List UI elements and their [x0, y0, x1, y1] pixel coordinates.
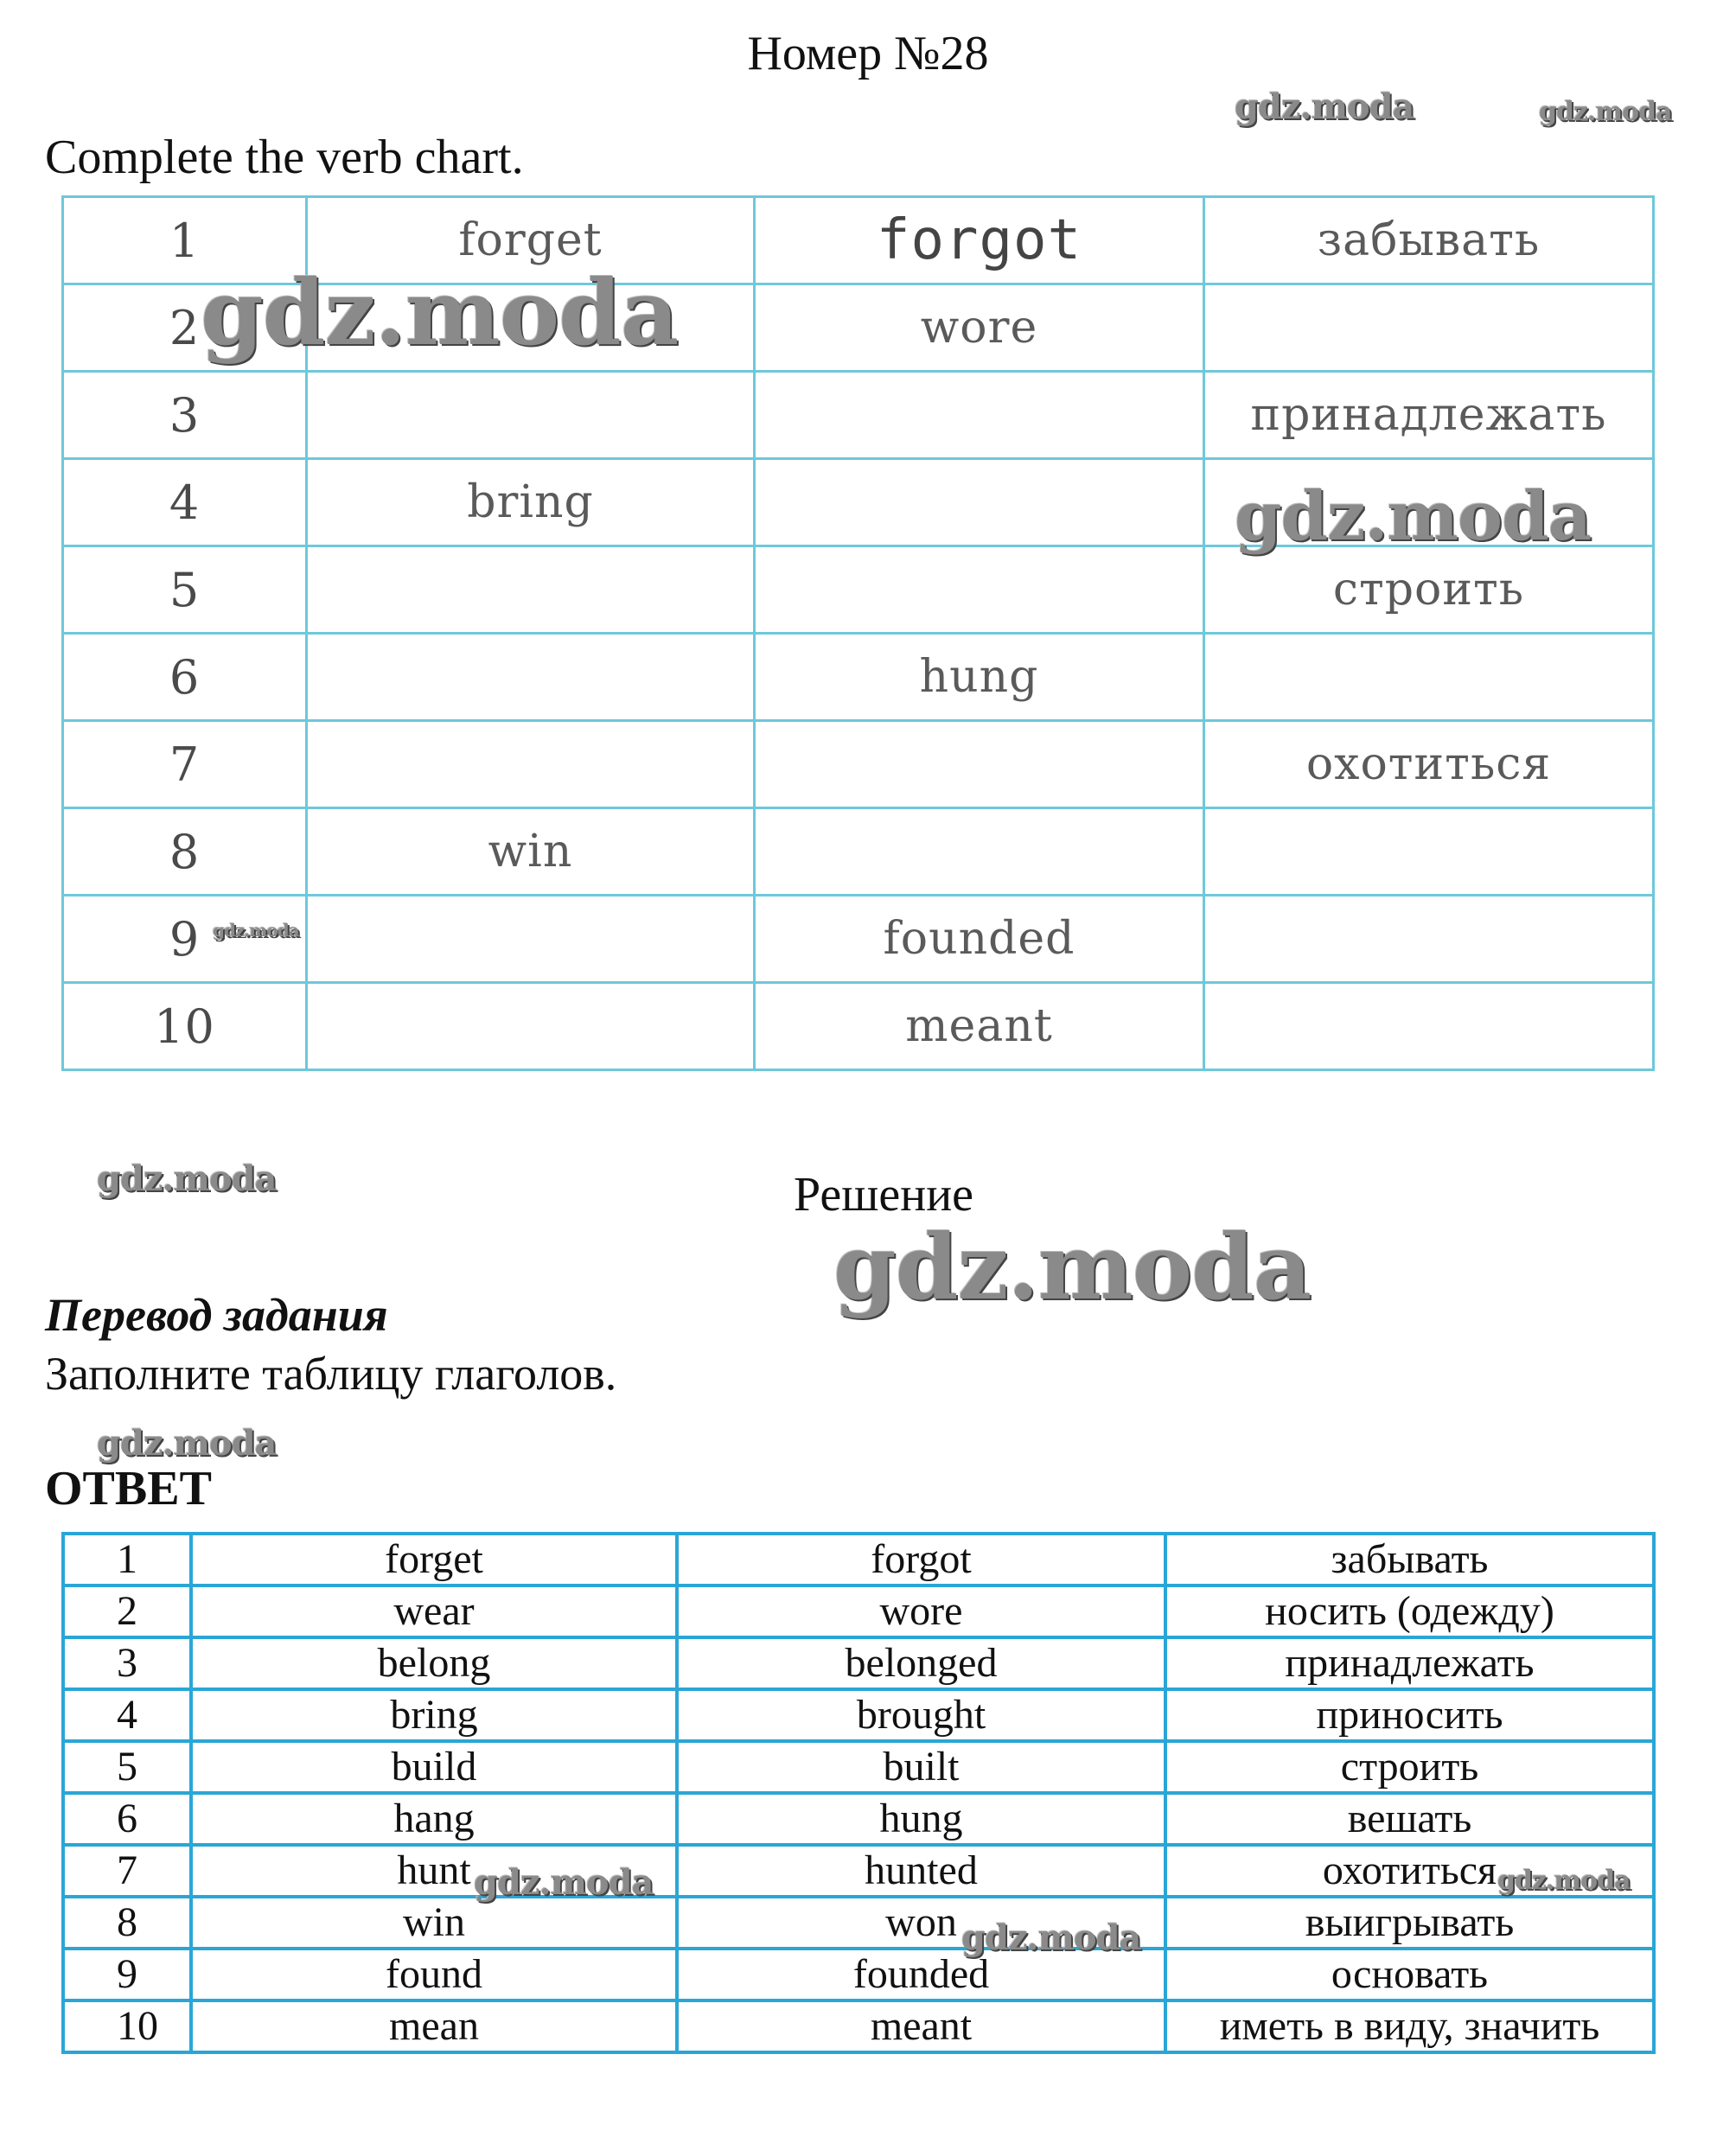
- cell-translation: забывать: [1165, 1534, 1654, 1585]
- cell-translation: [1204, 896, 1654, 983]
- watermark: gdz.moda: [833, 1214, 1312, 1320]
- cell-past-form: meant: [755, 983, 1204, 1070]
- cell-translation: носить (одежду): [1165, 1585, 1654, 1637]
- table-row: [63, 1637, 1654, 1689]
- page-title: Номер №28: [747, 27, 989, 80]
- cell-translation: [1204, 983, 1654, 1070]
- cell-translation: строить: [1204, 546, 1654, 634]
- cell-number: 8: [63, 808, 307, 896]
- table-row: [63, 1793, 1654, 1845]
- cell-past-form: hunted: [677, 1845, 1165, 1897]
- cell-base-form: [307, 983, 755, 1070]
- cell-past-form: [755, 459, 1204, 546]
- cell-number: 5: [63, 546, 307, 634]
- cell-number: 6: [63, 1793, 191, 1845]
- table-row: [63, 1534, 1654, 1585]
- cell-past-form: hung: [755, 634, 1204, 721]
- cell-base-form: forget: [191, 1534, 677, 1585]
- table-row: [63, 1949, 1654, 2000]
- table-row: [63, 634, 1654, 721]
- cell-base-form: hunt: [191, 1845, 677, 1897]
- cell-base-form: forget: [307, 197, 755, 284]
- translation-title: Перевод задания: [45, 1289, 388, 1341]
- cell-number: 4: [63, 1689, 191, 1741]
- cell-number: 6: [63, 634, 307, 721]
- cell-base-form: [307, 896, 755, 983]
- cell-number: 3: [63, 372, 307, 459]
- cell-number: 9: [63, 1949, 191, 2000]
- cell-past-form: founded: [755, 896, 1204, 983]
- watermark: gdz.moda: [1235, 477, 1592, 556]
- cell-base-form: [307, 546, 755, 634]
- watermark: gdz.moda: [97, 1158, 277, 1199]
- cell-translation: приносить: [1165, 1689, 1654, 1741]
- cell-past-form: wore: [677, 1585, 1165, 1637]
- watermark: gdz.moda: [97, 1423, 277, 1464]
- cell-translation: охотиться: [1204, 721, 1654, 808]
- cell-number: 10: [63, 983, 307, 1070]
- cell-base-form: win: [307, 808, 755, 896]
- watermark: gdz.moda: [201, 259, 679, 366]
- table-row: [63, 983, 1654, 1070]
- cell-base-form: bring: [307, 459, 755, 546]
- cell-number: 5: [63, 1741, 191, 1793]
- cell-past-form: [755, 808, 1204, 896]
- cell-number: 4: [63, 459, 307, 546]
- watermark: gdz.moda: [213, 920, 299, 941]
- cell-base-form: hang: [191, 1793, 677, 1845]
- table-row: [63, 2000, 1654, 2052]
- translation-text: Заполните таблицу глаголов.: [45, 1348, 617, 1400]
- answer-title: ОТВЕТ: [45, 1462, 212, 1515]
- cell-base-form: bring: [191, 1689, 677, 1741]
- cell-number: 8: [63, 1897, 191, 1949]
- table-row: [63, 1897, 1654, 1949]
- cell-number: 3: [63, 1637, 191, 1689]
- cell-past-form: [755, 721, 1204, 808]
- cell-past-form: [755, 372, 1204, 459]
- cell-base-form: build: [191, 1741, 677, 1793]
- cell-base-form: mean: [191, 2000, 677, 2052]
- cell-base-form: [307, 372, 755, 459]
- cell-translation: выигрывать: [1165, 1897, 1654, 1949]
- cell-translation: принадлежать: [1165, 1637, 1654, 1689]
- watermark: gdz.moda: [1235, 86, 1414, 127]
- cell-translation: основать: [1165, 1949, 1654, 2000]
- cell-past-form: brought: [677, 1689, 1165, 1741]
- cell-base-form: [307, 721, 755, 808]
- cell-past-form: forgot: [677, 1534, 1165, 1585]
- cell-translation: [1204, 284, 1654, 372]
- cell-past-form: hung: [677, 1793, 1165, 1845]
- cell-number: 10: [63, 2000, 191, 2052]
- cell-past-form: won: [677, 1897, 1165, 1949]
- table-row: [63, 546, 1654, 634]
- solution-label: Решение: [794, 1168, 974, 1222]
- watermark: gdz.moda: [474, 1862, 654, 1903]
- table-row: [63, 896, 1654, 983]
- cell-base-form: win: [191, 1897, 677, 1949]
- cell-translation: вешать: [1165, 1793, 1654, 1845]
- cell-base-form: wear: [191, 1585, 677, 1637]
- cell-translation: иметь в виду, значить: [1165, 2000, 1654, 2052]
- cell-past-form: founded: [677, 1949, 1165, 2000]
- table-row: [63, 1741, 1654, 1793]
- table-row: [63, 721, 1654, 808]
- cell-number: 2: [63, 284, 307, 372]
- cell-translation: [1204, 634, 1654, 721]
- cell-translation: принадлежать: [1204, 372, 1654, 459]
- table-row: [63, 808, 1654, 896]
- cell-base-form: found: [191, 1949, 677, 2000]
- watermark: gdz.moda: [961, 1917, 1141, 1958]
- cell-past-form: meant: [677, 2000, 1165, 2052]
- table-row: [63, 1845, 1654, 1897]
- task-instruction: Complete the verb chart.: [45, 131, 524, 184]
- cell-base-form: belong: [191, 1637, 677, 1689]
- answer-table: [61, 1532, 1656, 2054]
- cell-past-form: belonged: [677, 1637, 1165, 1689]
- cell-number: 2: [63, 1585, 191, 1637]
- table-row: [63, 1689, 1654, 1741]
- cell-base-form: [307, 634, 755, 721]
- cell-past-form: forgot: [755, 197, 1204, 284]
- cell-translation: охотиться: [1165, 1845, 1654, 1897]
- cell-number: 9: [63, 896, 307, 983]
- cell-translation: [1204, 808, 1654, 896]
- table-row: [63, 372, 1654, 459]
- cell-past-form: built: [677, 1741, 1165, 1793]
- cell-number: 7: [63, 1845, 191, 1897]
- cell-past-form: [755, 546, 1204, 634]
- table-row: [63, 1585, 1654, 1637]
- cell-translation: строить: [1165, 1741, 1654, 1793]
- cell-number: 7: [63, 721, 307, 808]
- cell-number: 1: [63, 197, 307, 284]
- watermark: gdz.moda: [1497, 1866, 1631, 1896]
- watermark: gdz.moda: [1539, 97, 1672, 127]
- cell-translation: забывать: [1204, 197, 1654, 284]
- cell-past-form: wore: [755, 284, 1204, 372]
- cell-number: 1: [63, 1534, 191, 1585]
